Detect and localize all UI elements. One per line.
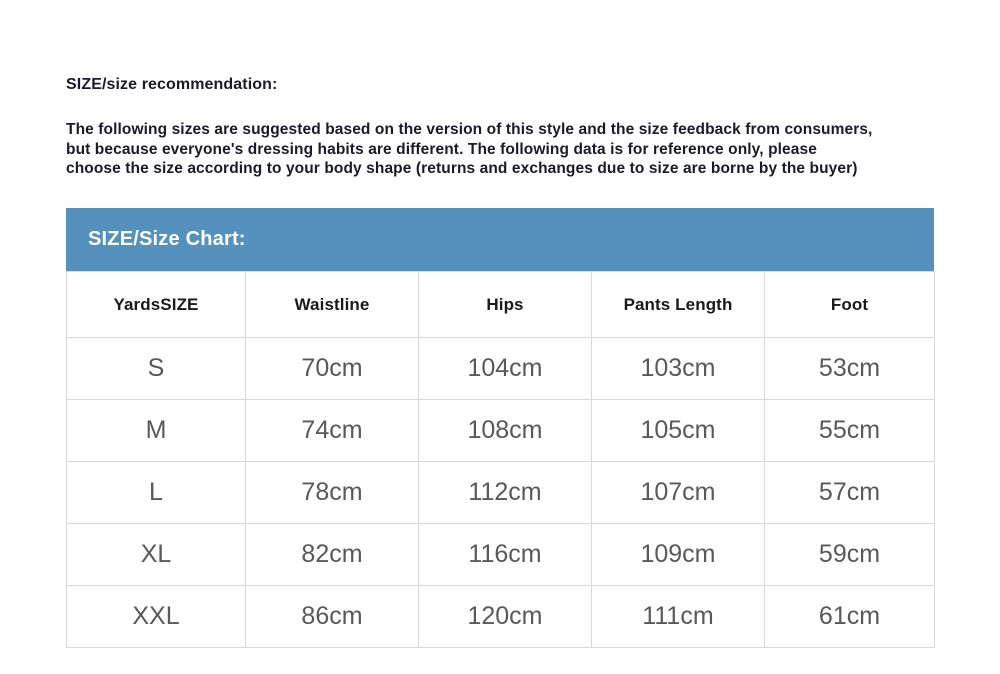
disclaimer-line: choose the size according to your body shape (returns and exchanges due to size are borne by the buyer)	[66, 160, 858, 177]
measurement-cell: 116cm	[419, 524, 592, 586]
measurement-cell: 111cm	[592, 586, 765, 648]
table-row	[67, 524, 935, 586]
measurement-cell: 55cm	[765, 400, 935, 462]
measurement-cell: 61cm	[765, 586, 935, 648]
size-label-cell: L	[67, 462, 246, 524]
measurement-cell: 104cm	[419, 338, 592, 400]
measurement-cell: 109cm	[592, 524, 765, 586]
page-title: SIZE/size recommendation:	[66, 76, 278, 93]
measurement-cell: 57cm	[765, 462, 935, 524]
measurement-cell: 105cm	[592, 400, 765, 462]
column-header-size: YardsSIZE	[67, 272, 246, 338]
measurement-cell: 103cm	[592, 338, 765, 400]
measurement-cell: 120cm	[419, 586, 592, 648]
size-label-cell: S	[67, 338, 246, 400]
size-label-cell: M	[67, 400, 246, 462]
table-row	[67, 338, 935, 400]
measurement-cell: 78cm	[246, 462, 419, 524]
measurement-cell: 74cm	[246, 400, 419, 462]
size-disclaimer-paragraph	[66, 120, 872, 179]
size-table	[66, 271, 935, 648]
size-chart-banner	[66, 208, 934, 271]
size-chart-banner-title: SIZE/Size Chart:	[88, 228, 246, 250]
table-header-row	[67, 272, 935, 338]
disclaimer-line: The following sizes are suggested based on the version of this style and the size feedback from consumers,	[66, 121, 873, 138]
column-header-hips: Hips	[419, 272, 592, 338]
measurement-cell: 86cm	[246, 586, 419, 648]
column-header-waistline: Waistline	[246, 272, 419, 338]
column-header-foot: Foot	[765, 272, 935, 338]
column-header-pants-length: Pants Length	[592, 272, 765, 338]
table-row	[67, 400, 935, 462]
size-label-cell: XXL	[67, 586, 246, 648]
measurement-cell: 108cm	[419, 400, 592, 462]
size-chart-section	[66, 208, 934, 648]
table-row	[67, 586, 935, 648]
measurement-cell: 112cm	[419, 462, 592, 524]
measurement-cell: 82cm	[246, 524, 419, 586]
measurement-cell: 107cm	[592, 462, 765, 524]
measurement-cell: 59cm	[765, 524, 935, 586]
measurement-cell: 53cm	[765, 338, 935, 400]
size-label-cell: XL	[67, 524, 246, 586]
disclaimer-line: but because everyone's dressing habits are different. The following data is for reference only, please	[66, 140, 817, 158]
table-row	[67, 462, 935, 524]
measurement-cell: 70cm	[246, 338, 419, 400]
